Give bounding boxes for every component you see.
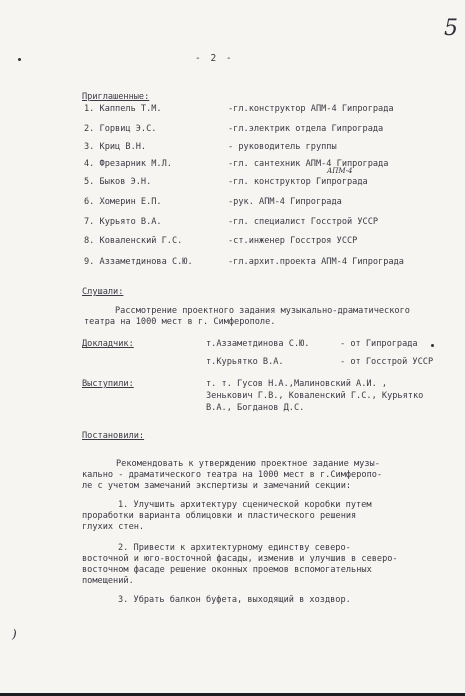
invited-name: 9. Аззаметдинова С.Ю. (84, 257, 193, 267)
page-number: - 2 - (195, 53, 232, 64)
invited-name: 6. Хомерин Е.П. (84, 197, 162, 207)
invited-role: -ст.инженер Госстроя УССР (228, 236, 358, 246)
punch-mark-mid (431, 344, 434, 347)
spoke-label: Выступили: (82, 379, 134, 389)
item-line: помещений. (82, 576, 134, 586)
speaker-org: - от Гипрограда (340, 339, 418, 349)
invited-role: -гл.архит.проекта АПМ-4 Гипрограда (228, 257, 404, 267)
invited-name: 8. Коваленский Г.С. (84, 236, 183, 246)
invited-name: 1. Каппель Т.М. (84, 104, 162, 114)
invited-name: 5. Быков Э.Н. (84, 177, 152, 187)
handwritten-insert: АПМ-4 (327, 167, 353, 175)
resolved-intro-line: ле с учетом замечаний экспертизы и замечаний секции: (82, 481, 352, 491)
resolved-heading: Постановили: (82, 431, 145, 441)
item-line: восточном фасаде решение оконных проемов вспомогательных (82, 565, 372, 575)
heard-heading: Слушали: (82, 287, 124, 297)
invited-name: 7. Курьято В.А. (84, 217, 162, 227)
invited-role: -гл. специалист Госстрой УССР (228, 217, 379, 227)
punch-mark-top (18, 58, 21, 61)
invited-name: 2. Горвиц Э.С. (84, 124, 157, 134)
invited-heading: Приглашенные: (82, 92, 150, 102)
margin-mark: ) (12, 627, 17, 641)
invited-name: 3. Криц В.Н. (84, 142, 147, 152)
invited-name: 4. Фрезарник М.Л. (84, 159, 172, 169)
item-line: 3. Убрать балкон буфета, выходящий в хоздвор. (118, 595, 351, 605)
corner-page-mark: 5 (444, 16, 458, 41)
spoke-line: В.А., Богданов Д.С. (206, 403, 305, 413)
invited-role: -гл.конструктор АПМ-4 Гипрограда (228, 104, 394, 114)
spoke-line: Зенькович Г.В., Коваленский Г.С., Курьятко (206, 391, 424, 401)
spoke-line: т. т. Гусов Н.А.,Малиновский А.И. , (206, 379, 388, 389)
item-line: 2. Привести к архитектурному единству северо- (118, 543, 351, 553)
invited-role: - руководитель группы (228, 142, 337, 152)
invited-role: -гл. сантехник АПМ-4 Гипрограда (228, 159, 389, 169)
heard-text-line: театра на 1000 мест в г. Симферополе. (84, 317, 276, 327)
resolved-intro-line: кально - драматического театра на 1000 мест в г.Симферопо- (82, 470, 383, 480)
item-line: восточной и юго-восточной фасады, изменив и улучшив в северо- (82, 554, 398, 564)
invited-role: -гл.электрик отдела Гипрограда (228, 124, 384, 134)
speaker-name: т.Курьятко В.А. (206, 357, 284, 367)
invited-role: -гл. конструктор Гипрограда (228, 177, 368, 187)
invited-role: -рук. АПМ-4 Гипрограда (228, 197, 342, 207)
resolved-intro-line: Рекомендовать к утверждению проектное задание музы- (116, 459, 380, 469)
speaker-name: т.Аззаметдинова С.Ю. (206, 339, 310, 349)
speakers-label: Докладчик: (82, 339, 134, 349)
item-line: 1. Улучшить архитектуру сценической коробки путем (118, 500, 372, 510)
item-line: глухих стен. (82, 522, 145, 532)
speaker-org: - от Госстрой УССР (340, 357, 434, 367)
item-line: проработки варианта облицовки и пластического решения (82, 511, 357, 521)
heard-text-line: Рассмотрение проектного задания музыкально-драматического (115, 306, 410, 316)
